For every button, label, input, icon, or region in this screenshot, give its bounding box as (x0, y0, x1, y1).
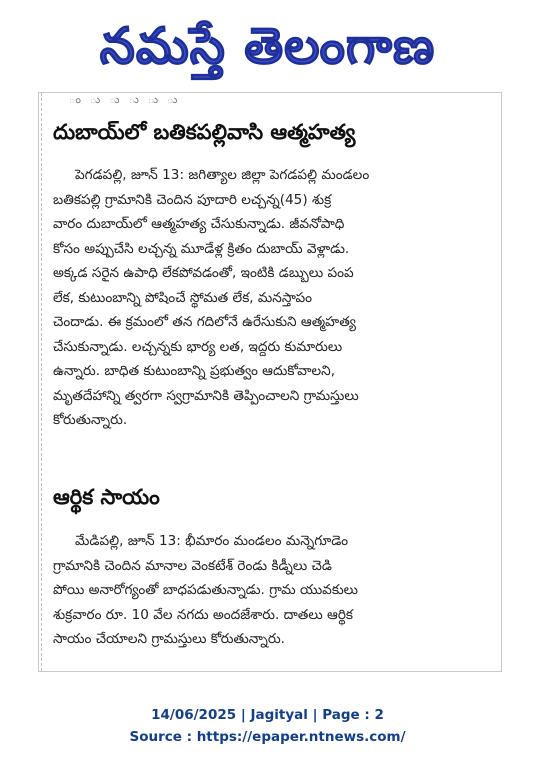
source-link[interactable]: Source : https://epaper.ntnews.com/ (129, 729, 406, 745)
newspaper-logo: నమస్తే తెలంగాణ (99, 17, 436, 75)
article-1-body (53, 163, 489, 433)
article-1-line: లేక, కుటుంబాన్ని పోషించే స్థోమత లేక, మనస్తాపం (53, 289, 313, 306)
news-clipping (38, 92, 502, 672)
article-1-line: పెగడపల్లి, జూన్ 13: జగిత్యాల జిల్లా పెగడపల్లి మండలం (75, 167, 370, 183)
article-1-line: చేసుకున్నాడు. లచ్చన్నకు భార్య లత, ఇద్దరు కుమారులు (53, 338, 343, 355)
article-1-headline: దుబాయ్‌లో బతికపల్లివాసి ఆత్మహత్య (53, 120, 356, 144)
article-2-line: గ్రామానికి చెందిన మానాల వెంకటేశ్ రెండు కిడ్నీలు చెడి (53, 557, 332, 574)
article-1-line: కోరుతున్నారు. (53, 412, 128, 428)
column-divider (41, 93, 43, 671)
article-1-line: అక్కడ సరైన ఉపాధి లేకపోవడంతో, ఇంటికి డబ్బులు పంప (53, 265, 354, 281)
article-1-line: వారం దుబాయ్‌లో ఆత్మహత్య చేసుకున్నాడు. జీవనోపాధి (53, 216, 345, 232)
article-2-body (53, 529, 489, 652)
article-2-line: మేడిపల్లి, జూన్ 13: భీమారం మండలం మన్నెగూడెం (75, 533, 348, 549)
article-1-line: మృతదేహాన్ని త్వరగా స్వగ్రామానికి తెప్పించాలని గ్రామస్తులు (53, 387, 359, 404)
edition-info: 14/06/2025 | Jagityal | Page : 2 (151, 707, 384, 723)
article-1-line: కోసం అప్పుచేసి లచ్చన్న మూడేళ్ల క్రితం దుబాయ్ వెళ్లాడు. (53, 240, 350, 257)
article-1-line: బతికపల్లి గ్రామానికి చెందిన పూదారి లచ్చన్న(45) శుక్ర (53, 191, 332, 208)
masthead (0, 0, 535, 92)
article-1-line: చెందాడు. ఈ క్రమంలో తన గదిలోనే ఉరేసుకుని ఆత్మహత్య (53, 314, 356, 330)
article-2-line: పోయి అనారోగ్యంతో బాధపడుతున్నాడు. గ్రామ యువకులు (53, 582, 358, 598)
article-1-line: ఉన్నారు. బాధిత కుటుంబాన్ని ప్రభుత్వం ఆదుకోవాలని, (53, 363, 336, 379)
article-2-line: సాయం చేయాలని గ్రామస్తులు కోరుతున్నారు. (53, 631, 285, 647)
article-2-line: శుక్రవారం రూ. 10 వేల నగదు అందజేశారు. దాతలు ఆర్థిక (53, 606, 353, 623)
cut-text-fragment: ం ు ు ు ు ు (69, 93, 184, 106)
page-footer (0, 704, 535, 748)
article-2-headline: ఆర్థిక సాయం (53, 485, 160, 509)
